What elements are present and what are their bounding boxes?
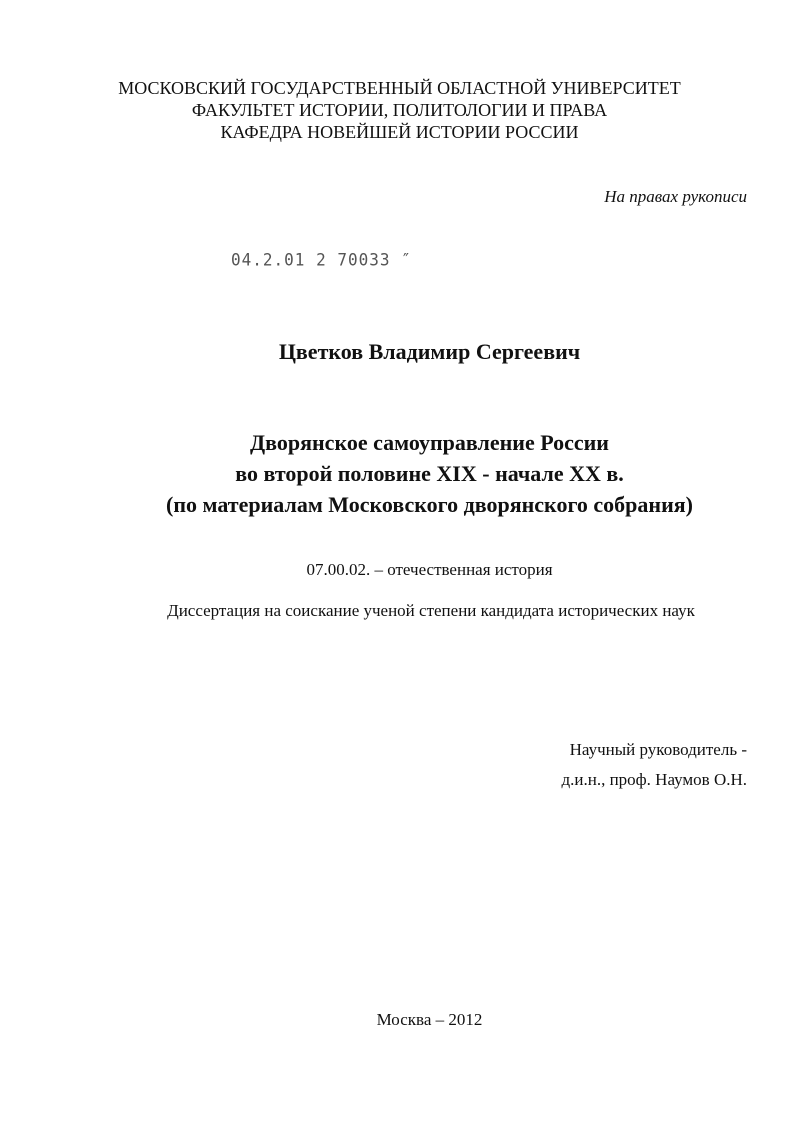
title-line-2: во второй половине XIX - начале XX в. bbox=[235, 461, 624, 486]
faculty-name: ФАКУЛЬТЕТ ИСТОРИИ, ПОЛИТОЛОГИИ И ПРАВА bbox=[191, 100, 608, 120]
university-name: МОСКОВСКИЙ ГОСУДАРСТВЕННЫЙ ОБЛАСТНОЙ УНИВЕРСИТЕТ bbox=[118, 78, 681, 98]
specialty-code: 07.00.02. – отечественная история bbox=[306, 560, 553, 579]
manuscript-note: На правах рукописи bbox=[604, 187, 747, 206]
title-line-1: Дворянское самоуправление России bbox=[250, 430, 609, 455]
registration-stamp: 04.2.01 2 70033 ″ bbox=[231, 249, 412, 270]
dissertation-title bbox=[0, 427, 799, 520]
supervisor-label: Научный руководитель - bbox=[569, 740, 747, 759]
institution-header bbox=[0, 77, 799, 143]
supervisor-name: д.и.н., проф. Наумов О.Н. bbox=[561, 770, 747, 789]
supervisor-block bbox=[561, 735, 747, 795]
degree-statement: Диссертация на соискание ученой степени кандидата исторических наук bbox=[167, 601, 695, 620]
author-name: Цветков Владимир Сергеевич bbox=[278, 339, 581, 364]
title-line-3: (по материалам Московского дворянского собрания) bbox=[166, 492, 693, 517]
place-year: Москва – 2012 bbox=[376, 1010, 483, 1029]
department-name: КАФЕДРА НОВЕЙШЕЙ ИСТОРИИ РОССИИ bbox=[220, 122, 579, 142]
